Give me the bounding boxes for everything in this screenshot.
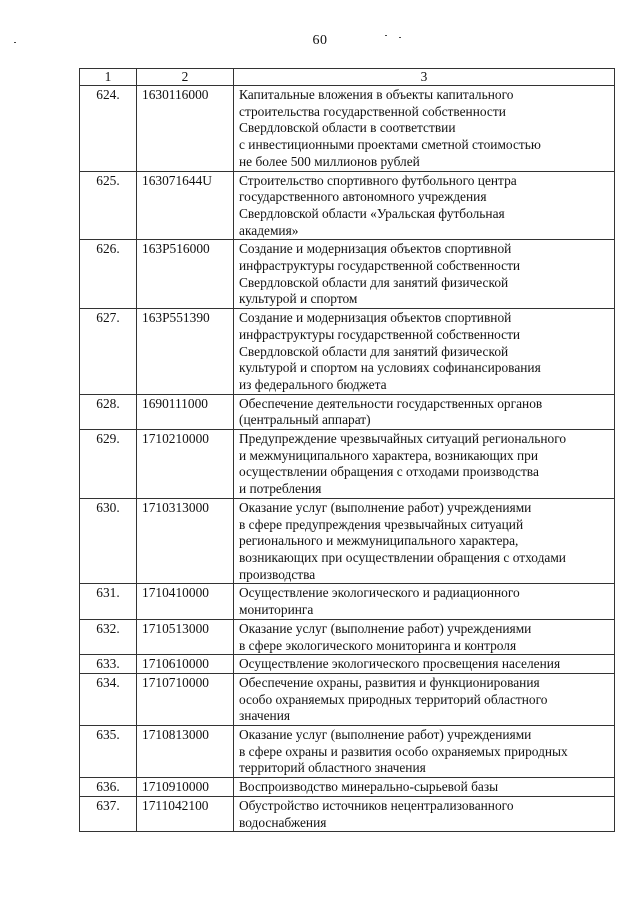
row-code: 1711042100 xyxy=(137,796,234,831)
row-code: 163P551390 xyxy=(137,309,234,395)
row-description xyxy=(234,726,615,778)
row-description xyxy=(234,584,615,619)
table-row xyxy=(80,673,615,725)
table-row xyxy=(80,240,615,309)
row-code: 1710210000 xyxy=(137,430,234,499)
column-header-code: 2 xyxy=(137,69,234,86)
table-body xyxy=(80,86,615,832)
description-line: не более 500 миллионов рублей xyxy=(239,153,420,169)
row-number: 637. xyxy=(80,796,137,831)
row-number: 627. xyxy=(80,309,137,395)
description-line: значения xyxy=(239,708,291,724)
row-code: 1710710000 xyxy=(137,673,234,725)
row-number: 632. xyxy=(80,619,137,654)
budget-classification-table xyxy=(79,68,615,832)
description-line: Осуществление экологического просвещения населения xyxy=(239,656,561,672)
row-number: 634. xyxy=(80,673,137,725)
description-line: Обеспечение охраны, развития и функционирования xyxy=(239,674,540,690)
table-row xyxy=(80,726,615,778)
description-line: и межмуниципального характера, возникающих при xyxy=(239,447,539,463)
table-row xyxy=(80,584,615,619)
row-number: 631. xyxy=(80,584,137,619)
row-code: 1710313000 xyxy=(137,498,234,584)
row-description xyxy=(234,796,615,831)
scan-speck xyxy=(385,35,387,36)
description-line: Воспроизводство минерально-сырьевой базы xyxy=(239,779,499,795)
description-line: Капитальные вложения в объекты капитального xyxy=(239,87,514,102)
row-description xyxy=(234,394,615,429)
table-row xyxy=(80,430,615,499)
row-code: 1710513000 xyxy=(137,619,234,654)
row-description xyxy=(234,309,615,395)
description-line: в сфере охраны и развития особо охраняемых природных xyxy=(239,743,568,759)
row-code: 1710910000 xyxy=(137,778,234,797)
description-line: культурой и спортом xyxy=(239,291,358,307)
description-line: осуществлении обращения с отходами производства xyxy=(239,464,539,480)
description-line: Оказание услуг (выполнение работ) учреждениями xyxy=(239,499,532,515)
scan-speck xyxy=(399,37,401,38)
description-line: Строительство спортивного футбольного центра xyxy=(239,172,517,188)
description-line: водоснабжения xyxy=(239,814,327,830)
description-line: Свердловской области для занятий физической xyxy=(239,274,509,290)
row-code: 163071644U xyxy=(137,171,234,240)
row-description xyxy=(234,778,615,797)
row-code: 163P516000 xyxy=(137,240,234,309)
row-code: 1710610000 xyxy=(137,655,234,674)
row-code: 1710813000 xyxy=(137,726,234,778)
description-line: Осуществление экологического и радиационного xyxy=(239,585,520,601)
table-row xyxy=(80,778,615,797)
row-code: 1710410000 xyxy=(137,584,234,619)
description-line: Создание и модернизация объектов спортивной xyxy=(239,310,512,326)
row-code: 1690111000 xyxy=(137,394,234,429)
row-number: 635. xyxy=(80,726,137,778)
row-description xyxy=(234,171,615,240)
row-description xyxy=(234,240,615,309)
row-description xyxy=(234,430,615,499)
description-line: Предупреждение чрезвычайных ситуаций регионального xyxy=(239,431,567,447)
description-line: регионального и межмуниципального характера, xyxy=(239,533,519,549)
description-line: Оказание услуг (выполнение работ) учреждениями xyxy=(239,620,532,636)
table-row xyxy=(80,394,615,429)
description-line: и потребления xyxy=(239,481,322,497)
description-line: Обустройство источников нецентрализованного xyxy=(239,797,514,813)
description-line: в сфере экологического мониторинга и контроля xyxy=(239,637,517,653)
row-number: 628. xyxy=(80,394,137,429)
row-number: 624. xyxy=(80,86,137,172)
description-line: Создание и модернизация объектов спортивной xyxy=(239,241,512,257)
description-line: Свердловской области для занятий физической xyxy=(239,343,509,359)
table-row xyxy=(80,655,615,674)
row-number: 626. xyxy=(80,240,137,309)
row-number: 630. xyxy=(80,498,137,584)
description-line: Оказание услуг (выполнение работ) учреждениями xyxy=(239,727,532,743)
description-line: территорий областного значения xyxy=(239,760,426,776)
description-line: инфраструктуры государственной собственности xyxy=(239,326,521,342)
description-line: возникающих при осуществлении обращения с отходами xyxy=(239,549,566,565)
scan-speck xyxy=(14,42,16,43)
description-line: инфраструктуры государственной собственности xyxy=(239,258,521,274)
table-header-row xyxy=(80,69,615,86)
description-line: особо охраняемых природных территорий областного xyxy=(239,691,548,707)
row-description xyxy=(234,655,615,674)
description-line: строительства государственной собственности xyxy=(239,103,506,119)
table-row xyxy=(80,309,615,395)
column-header-description: 3 xyxy=(234,69,615,86)
row-description xyxy=(234,673,615,725)
description-line: Обеспечение деятельности государственных органов xyxy=(239,395,543,411)
table-row xyxy=(80,796,615,831)
description-line: (центральный аппарат) xyxy=(239,412,371,428)
row-number: 629. xyxy=(80,430,137,499)
row-number: 633. xyxy=(80,655,137,674)
table-row xyxy=(80,171,615,240)
row-description xyxy=(234,86,615,172)
description-line: государственного автономного учреждения xyxy=(239,189,487,205)
row-number: 636. xyxy=(80,778,137,797)
row-code: 1630116000 xyxy=(137,86,234,172)
table-row xyxy=(80,619,615,654)
column-header-number: 1 xyxy=(80,69,137,86)
description-line: с инвестиционными проектами сметной стоимостью xyxy=(239,137,541,153)
row-description xyxy=(234,498,615,584)
description-line: академия» xyxy=(239,222,299,238)
page-number: 60 xyxy=(312,33,328,48)
table-row xyxy=(80,86,615,172)
description-line: в сфере предупреждения чрезвычайных ситуаций xyxy=(239,516,524,532)
description-line: культурой и спортом на условиях софинансирования xyxy=(239,360,541,376)
description-line: из федерального бюджета xyxy=(239,376,387,392)
table-row xyxy=(80,498,615,584)
description-line: мониторинга xyxy=(239,602,314,618)
row-description xyxy=(234,619,615,654)
description-line: производства xyxy=(239,566,316,582)
row-number: 625. xyxy=(80,171,137,240)
description-line: Свердловской области в соответствии xyxy=(239,120,456,136)
description-line: Свердловской области «Уральская футбольная xyxy=(239,205,505,221)
